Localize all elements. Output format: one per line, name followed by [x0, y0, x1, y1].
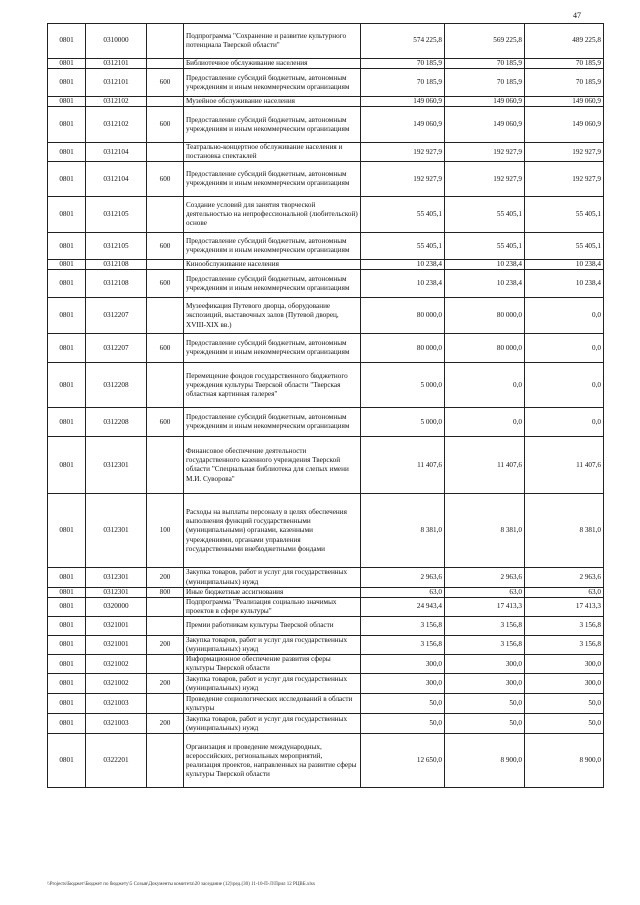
cell-section: 0801 [48, 298, 86, 334]
cell-v1: 55 405,1 [361, 197, 445, 233]
cell-section: 0801 [48, 655, 86, 674]
cell-section: 0801 [48, 363, 86, 408]
cell-v1: 24 943,4 [361, 597, 445, 616]
cell-v3: 70 185,9 [525, 69, 604, 97]
cell-v1: 300,0 [361, 655, 445, 674]
cell-vr [147, 24, 184, 59]
cell-v3: 63,0 [525, 587, 604, 597]
cell-name: Закупка товаров, работ и услуг для государственных (муниципальных) нужд [184, 674, 361, 694]
cell-vr [147, 197, 184, 233]
cell-v3: 8 900,0 [525, 734, 604, 788]
cell-csr: 0310000 [86, 24, 147, 59]
table-row [48, 69, 604, 97]
cell-v1: 300,0 [361, 674, 445, 694]
cell-v1: 55 405,1 [361, 233, 445, 260]
cell-section: 0801 [48, 587, 86, 597]
cell-csr: 0312102 [86, 97, 147, 107]
file-path-footer: \\Projects\Бюджет\Бюджет по бюджету\5 Созыв\Документы комитета\20 заседание (12)\ред.(30) 11-10-П-Л\Прил 12 РЦВБ.xlsx [47, 882, 316, 887]
table-row [48, 143, 604, 162]
cell-section: 0801 [48, 714, 86, 734]
cell-v2: 149 060,9 [445, 107, 525, 143]
table-row [48, 408, 604, 437]
cell-name: Создание условий для занятия творческой деятельностью на непрофессиональной (любительской) основе [184, 197, 361, 233]
cell-csr: 0312104 [86, 143, 147, 162]
cell-v3: 300,0 [525, 674, 604, 694]
cell-v3: 3 156,8 [525, 635, 604, 654]
cell-vr: 600 [147, 233, 184, 260]
cell-v2: 80 000,0 [445, 298, 525, 334]
cell-v2: 8 900,0 [445, 734, 525, 788]
cell-v1: 80 000,0 [361, 334, 445, 363]
cell-csr: 0312108 [86, 270, 147, 298]
table-row [48, 437, 604, 494]
cell-csr: 0312301 [86, 437, 147, 494]
cell-vr: 200 [147, 674, 184, 694]
cell-name: Библиотечное обслуживание населения [184, 59, 361, 69]
cell-vr [147, 694, 184, 714]
table-row [48, 298, 604, 334]
cell-v3: 55 405,1 [525, 197, 604, 233]
cell-v1: 2 963,6 [361, 568, 445, 587]
cell-csr: 0321002 [86, 655, 147, 674]
cell-vr: 600 [147, 334, 184, 363]
cell-csr: 0312208 [86, 363, 147, 408]
table-row [48, 97, 604, 107]
cell-vr [147, 143, 184, 162]
cell-v1: 63,0 [361, 587, 445, 597]
cell-section: 0801 [48, 674, 86, 694]
cell-section: 0801 [48, 24, 86, 59]
cell-csr: 0312101 [86, 69, 147, 97]
table-row [48, 24, 604, 59]
cell-csr: 0321003 [86, 694, 147, 714]
cell-section: 0801 [48, 260, 86, 270]
cell-v2: 63,0 [445, 587, 525, 597]
cell-v1: 192 927,9 [361, 162, 445, 197]
cell-name: Предоставление субсидий бюджетным, автономным учреждениям и иным некоммерческим организациям [184, 107, 361, 143]
table-row [48, 494, 604, 568]
cell-v2: 50,0 [445, 714, 525, 734]
cell-section: 0801 [48, 437, 86, 494]
cell-section: 0801 [48, 494, 86, 568]
cell-v2: 80 000,0 [445, 334, 525, 363]
cell-v2: 0,0 [445, 363, 525, 408]
cell-name: Предоставление субсидий бюджетным, автономным учреждениям и иным некоммерческим организациям [184, 69, 361, 97]
table-row [48, 655, 604, 674]
cell-section: 0801 [48, 162, 86, 197]
cell-section: 0801 [48, 597, 86, 616]
cell-v1: 10 238,4 [361, 270, 445, 298]
cell-v1: 80 000,0 [361, 298, 445, 334]
cell-v1: 11 407,6 [361, 437, 445, 494]
table-row [48, 714, 604, 734]
table-row [48, 107, 604, 143]
cell-v2: 569 225,8 [445, 24, 525, 59]
cell-section: 0801 [48, 59, 86, 69]
cell-v2: 192 927,9 [445, 143, 525, 162]
table-row [48, 59, 604, 69]
cell-csr: 0312301 [86, 568, 147, 587]
cell-vr: 800 [147, 587, 184, 597]
cell-vr [147, 655, 184, 674]
cell-name: Расходы на выплаты персоналу в целях обеспечения выполнения функций государственными (муниципальными) органами, казенными учреждениями, органами управления государственными внебюджетными фондами [184, 494, 361, 568]
cell-v2: 70 185,9 [445, 69, 525, 97]
cell-vr [147, 59, 184, 69]
cell-vr: 200 [147, 714, 184, 734]
table-row [48, 568, 604, 587]
cell-vr [147, 298, 184, 334]
cell-vr: 600 [147, 408, 184, 437]
cell-section: 0801 [48, 197, 86, 233]
cell-name: Кинообслуживание населения [184, 260, 361, 270]
cell-vr [147, 734, 184, 788]
table-row [48, 616, 604, 635]
cell-csr: 0312207 [86, 298, 147, 334]
cell-section: 0801 [48, 616, 86, 635]
cell-csr: 0321003 [86, 714, 147, 734]
cell-vr [147, 616, 184, 635]
cell-csr: 0312301 [86, 494, 147, 568]
table-row [48, 260, 604, 270]
table-row [48, 587, 604, 597]
cell-csr: 0312208 [86, 408, 147, 437]
cell-name: Организация и проведение международных, всероссийских, региональных мероприятий, реализация проектов, направленных на развитие сферы культуры Тверской области [184, 734, 361, 788]
cell-v2: 50,0 [445, 694, 525, 714]
cell-csr: 0312207 [86, 334, 147, 363]
cell-vr: 200 [147, 635, 184, 654]
page-number: 47 [573, 11, 581, 20]
cell-csr: 0321002 [86, 674, 147, 694]
table-row [48, 597, 604, 616]
cell-v3: 192 927,9 [525, 162, 604, 197]
budget-table [47, 23, 604, 788]
cell-name: Подпрограмма "Реализация социально значимых проектов в сфере культуры" [184, 597, 361, 616]
cell-v1: 192 927,9 [361, 143, 445, 162]
table-row [48, 674, 604, 694]
cell-v3: 149 060,9 [525, 97, 604, 107]
cell-v2: 10 238,4 [445, 260, 525, 270]
cell-v2: 55 405,1 [445, 197, 525, 233]
cell-name: Закупка товаров, работ и услуг для государственных (муниципальных) нужд [184, 568, 361, 587]
cell-v3: 17 413,3 [525, 597, 604, 616]
cell-vr: 200 [147, 568, 184, 587]
table-row [48, 363, 604, 408]
cell-v3: 10 238,4 [525, 270, 604, 298]
cell-v3: 192 927,9 [525, 143, 604, 162]
cell-v1: 3 156,8 [361, 616, 445, 635]
cell-name: Предоставление субсидий бюджетным, автономным учреждениям и иным некоммерческим организациям [184, 408, 361, 437]
cell-v1: 5 000,0 [361, 363, 445, 408]
cell-vr [147, 363, 184, 408]
cell-v3: 489 225,8 [525, 24, 604, 59]
cell-v2: 8 381,0 [445, 494, 525, 568]
cell-vr: 600 [147, 270, 184, 298]
cell-section: 0801 [48, 233, 86, 260]
table-row [48, 270, 604, 298]
cell-v2: 0,0 [445, 408, 525, 437]
cell-name: Информационное обеспечение развития сферы культуры Тверской области [184, 655, 361, 674]
table-row [48, 694, 604, 714]
table-row [48, 734, 604, 788]
cell-v3: 10 238,4 [525, 260, 604, 270]
cell-v1: 70 185,9 [361, 59, 445, 69]
cell-v1: 50,0 [361, 694, 445, 714]
cell-vr [147, 97, 184, 107]
table-row [48, 233, 604, 260]
cell-v1: 12 650,0 [361, 734, 445, 788]
cell-v1: 8 381,0 [361, 494, 445, 568]
cell-csr: 0312105 [86, 233, 147, 260]
cell-v3: 149 060,9 [525, 107, 604, 143]
cell-name: Проведение социологических исследований в области культуры [184, 694, 361, 714]
cell-csr: 0312102 [86, 107, 147, 143]
cell-v1: 5 000,0 [361, 408, 445, 437]
cell-v2: 10 238,4 [445, 270, 525, 298]
cell-vr [147, 260, 184, 270]
cell-name: Подпрограмма "Сохранение и развитие культурного потенциала Тверской области" [184, 24, 361, 59]
cell-v1: 3 156,8 [361, 635, 445, 654]
cell-v3: 3 156,8 [525, 616, 604, 635]
cell-v1: 149 060,9 [361, 107, 445, 143]
cell-v2: 3 156,8 [445, 635, 525, 654]
cell-v3: 0,0 [525, 334, 604, 363]
cell-name: Предоставление субсидий бюджетным, автономным учреждениям и иным некоммерческим организациям [184, 334, 361, 363]
cell-name: Закупка товаров, работ и услуг для государственных (муниципальных) нужд [184, 635, 361, 654]
cell-v3: 8 381,0 [525, 494, 604, 568]
cell-csr: 0321001 [86, 616, 147, 635]
cell-section: 0801 [48, 568, 86, 587]
cell-csr: 0312101 [86, 59, 147, 69]
cell-v3: 0,0 [525, 363, 604, 408]
cell-name: Премии работникам культуры Тверской области [184, 616, 361, 635]
cell-name: Театрально-концертное обслуживание населения и постановка спектаклей [184, 143, 361, 162]
cell-csr: 0322201 [86, 734, 147, 788]
cell-v2: 300,0 [445, 655, 525, 674]
cell-v3: 0,0 [525, 408, 604, 437]
cell-section: 0801 [48, 635, 86, 654]
cell-vr [147, 597, 184, 616]
cell-v3: 50,0 [525, 694, 604, 714]
cell-v3: 300,0 [525, 655, 604, 674]
table-row [48, 162, 604, 197]
cell-v2: 192 927,9 [445, 162, 525, 197]
cell-v2: 70 185,9 [445, 59, 525, 69]
cell-section: 0801 [48, 694, 86, 714]
cell-v2: 3 156,8 [445, 616, 525, 635]
cell-vr [147, 437, 184, 494]
cell-v3: 55 405,1 [525, 233, 604, 260]
cell-section: 0801 [48, 734, 86, 788]
cell-section: 0801 [48, 334, 86, 363]
cell-v2: 11 407,6 [445, 437, 525, 494]
cell-vr: 100 [147, 494, 184, 568]
table-row [48, 334, 604, 363]
cell-section: 0801 [48, 107, 86, 143]
cell-v3: 70 185,9 [525, 59, 604, 69]
cell-v2: 149 060,9 [445, 97, 525, 107]
cell-csr: 0320000 [86, 597, 147, 616]
cell-name: Финансовое обеспечение деятельности государственного казенного учреждения Тверской области "Специальная библиотека для слепых имени М.И. Суворова" [184, 437, 361, 494]
cell-v2: 2 963,6 [445, 568, 525, 587]
table-row [48, 197, 604, 233]
cell-v1: 10 238,4 [361, 260, 445, 270]
cell-name: Иные бюджетные ассигнования [184, 587, 361, 597]
cell-name: Музеефикация Путевого дворца, оборудование экспозиций, выставочных залов (Путевой дворец, XVIII-XIX вв.) [184, 298, 361, 334]
cell-csr: 0312105 [86, 197, 147, 233]
cell-v1: 574 225,8 [361, 24, 445, 59]
cell-name: Предоставление субсидий бюджетным, автономным учреждениям и иным некоммерческим организациям [184, 162, 361, 197]
cell-section: 0801 [48, 270, 86, 298]
cell-csr: 0312108 [86, 260, 147, 270]
cell-vr: 600 [147, 162, 184, 197]
cell-section: 0801 [48, 69, 86, 97]
cell-section: 0801 [48, 143, 86, 162]
cell-v2: 55 405,1 [445, 233, 525, 260]
cell-v1: 50,0 [361, 714, 445, 734]
cell-v1: 70 185,9 [361, 69, 445, 97]
cell-csr: 0312104 [86, 162, 147, 197]
cell-v1: 149 060,9 [361, 97, 445, 107]
cell-name: Закупка товаров, работ и услуг для государственных (муниципальных) нужд [184, 714, 361, 734]
cell-name: Предоставление субсидий бюджетным, автономным учреждениям и иным некоммерческим организациям [184, 270, 361, 298]
cell-vr: 600 [147, 107, 184, 143]
cell-v3: 0,0 [525, 298, 604, 334]
cell-section: 0801 [48, 408, 86, 437]
cell-v2: 17 413,3 [445, 597, 525, 616]
cell-v3: 50,0 [525, 714, 604, 734]
cell-v3: 11 407,6 [525, 437, 604, 494]
cell-name: Музейное обслуживание населения [184, 97, 361, 107]
table-row [48, 635, 604, 654]
cell-csr: 0321001 [86, 635, 147, 654]
cell-vr: 600 [147, 69, 184, 97]
cell-name: Предоставление субсидий бюджетным, автономным учреждениям и иным некоммерческим организациям [184, 233, 361, 260]
cell-name: Перемещение фондов государственного бюджетного учреждения культуры Тверской области "Тверская областная картинная галерея" [184, 363, 361, 408]
cell-v3: 2 963,6 [525, 568, 604, 587]
cell-v2: 300,0 [445, 674, 525, 694]
cell-section: 0801 [48, 97, 86, 107]
cell-csr: 0312301 [86, 587, 147, 597]
